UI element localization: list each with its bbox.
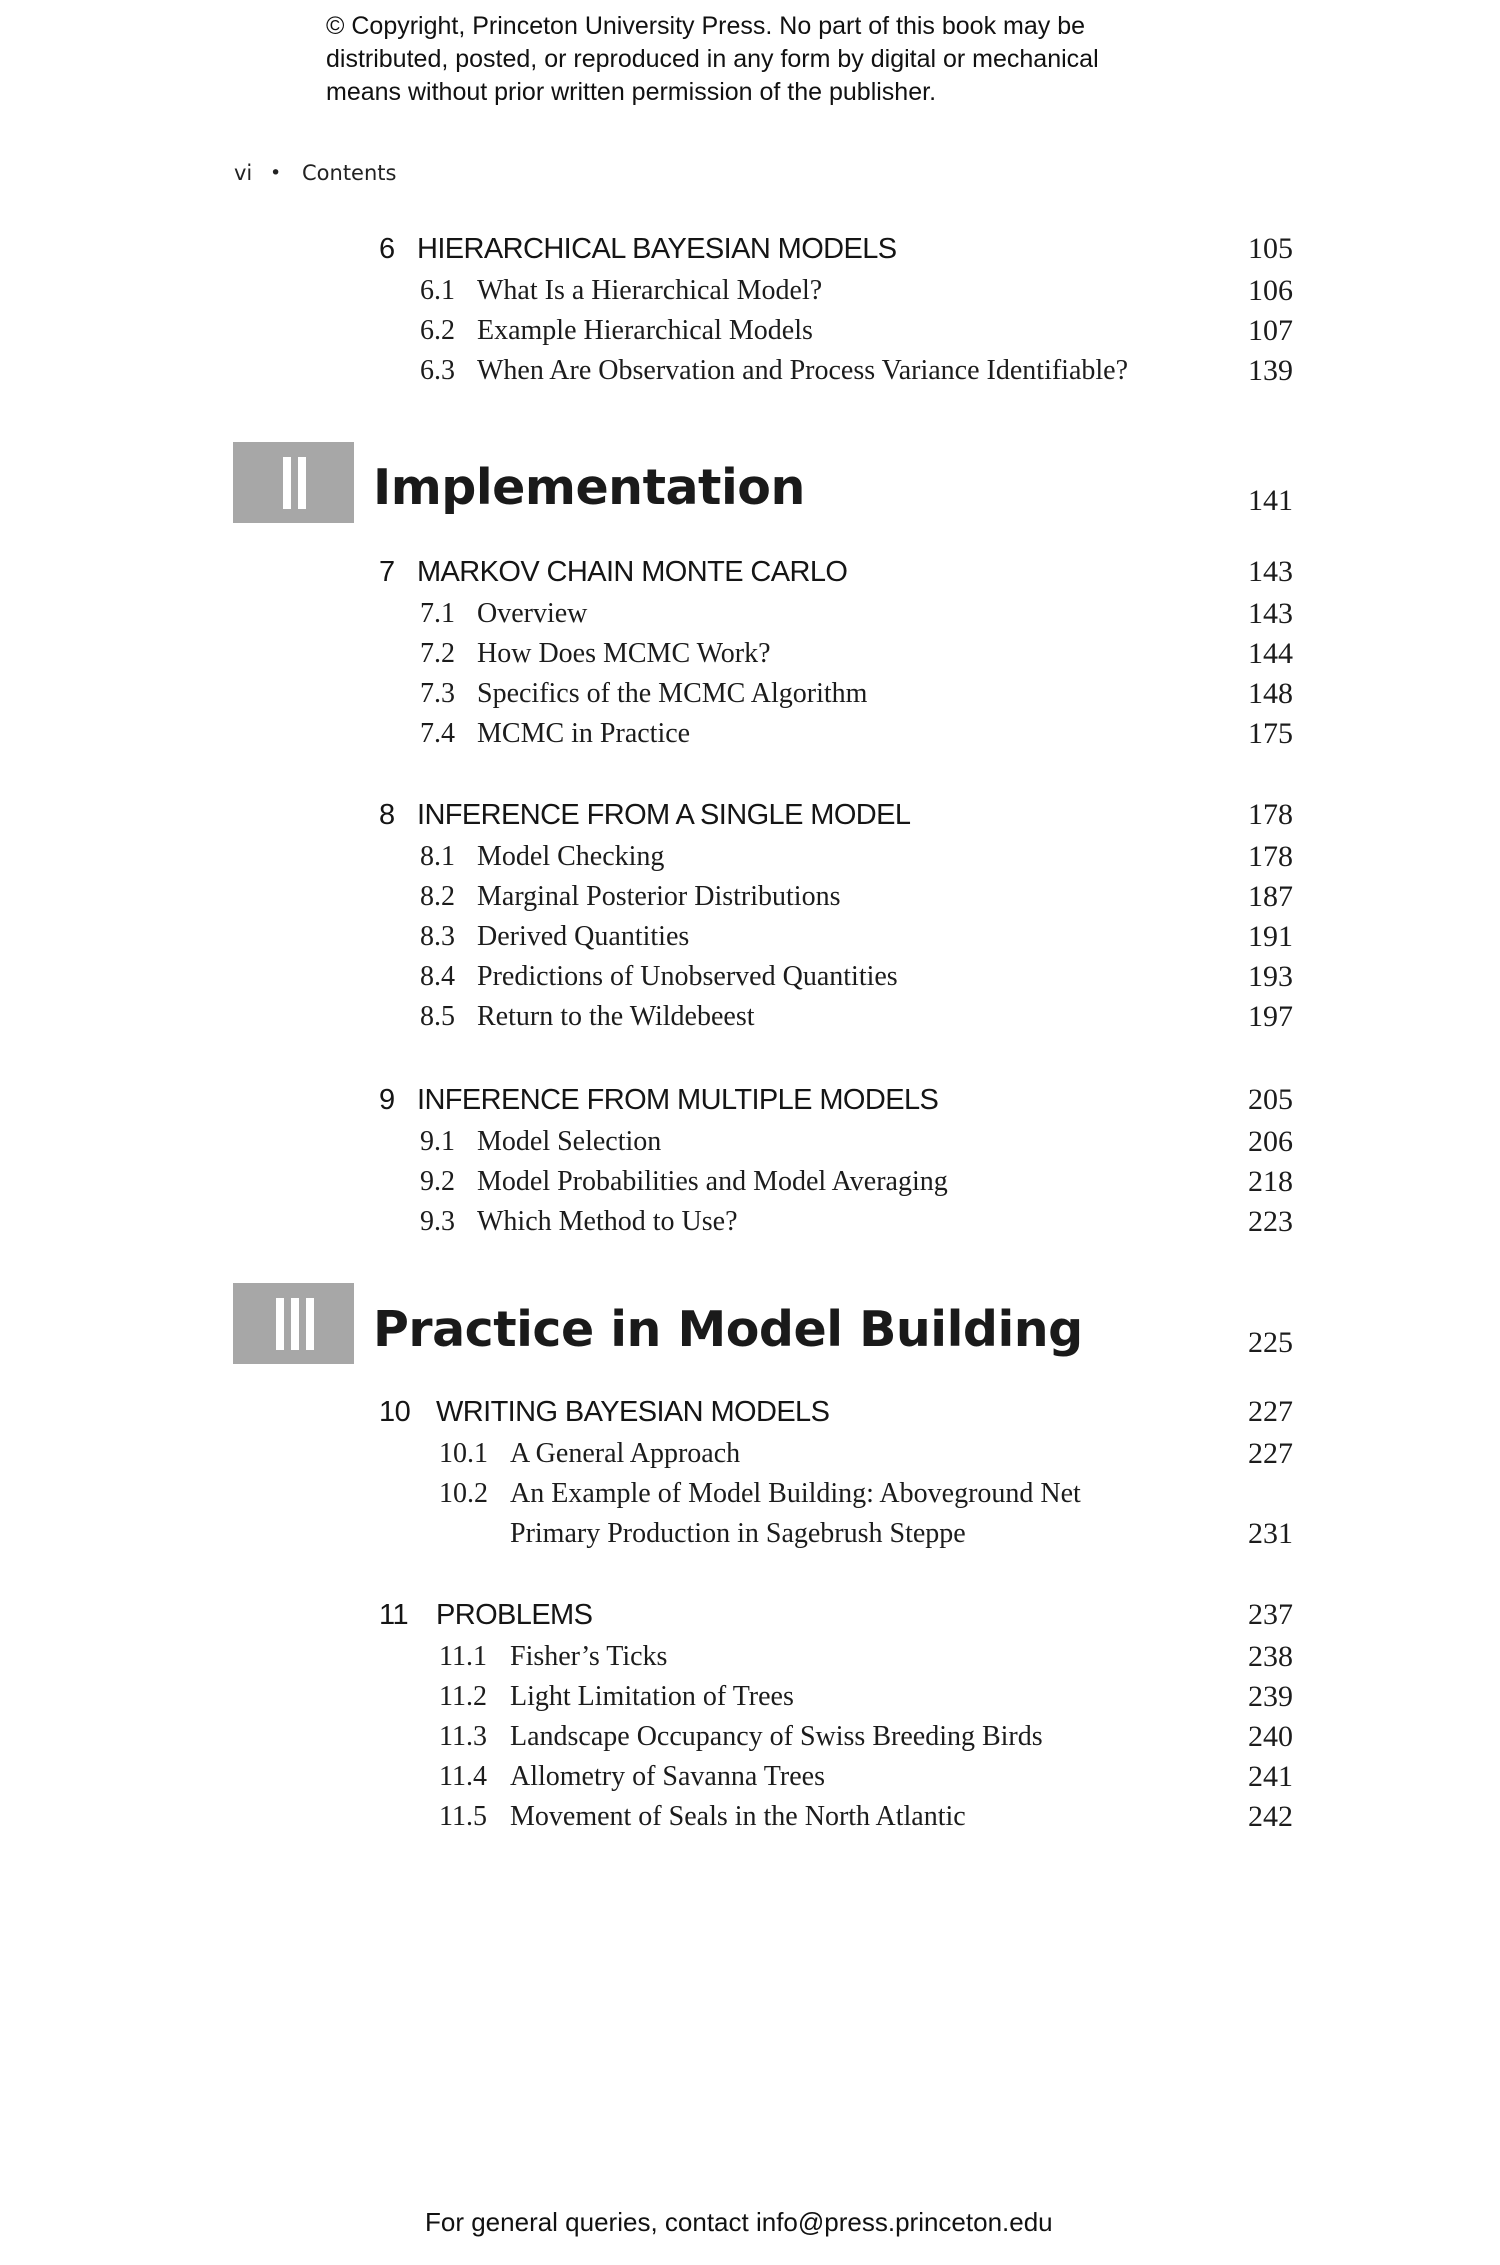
copyright-notice	[326, 10, 1099, 109]
roman-numeral-bar	[298, 457, 306, 509]
section-title: How Does MCMC Work?	[477, 638, 771, 669]
page-ref: 106	[1248, 274, 1293, 307]
section-title: Fisher’s Ticks	[510, 1641, 668, 1672]
section-number: 6.2	[420, 315, 455, 346]
toc-section-row[interactable]	[0, 674, 1500, 714]
toc-section-row[interactable]	[0, 1717, 1500, 1757]
section-number: 9.3	[420, 1206, 455, 1237]
toc-section-row[interactable]	[0, 1797, 1500, 1837]
page-ref: 223	[1248, 1205, 1293, 1238]
section-title: Landscape Occupancy of Swiss Breeding Birds	[510, 1721, 1043, 1752]
chapter-number: 11	[379, 1599, 409, 1631]
page-ref: 141	[1248, 484, 1293, 517]
section-number: 7.4	[420, 718, 455, 749]
chapter-title: HIERARCHICAL BAYESIAN MODELS	[417, 233, 897, 265]
section-number: 8.3	[420, 921, 455, 952]
page-ref: 107	[1248, 314, 1293, 347]
chapter-title: INFERENCE FROM A SINGLE MODEL	[417, 799, 911, 831]
section-title: Derived Quantities	[477, 921, 690, 952]
section-number: 7.3	[420, 678, 455, 709]
section-title: Model Probabilities and Model Averaging	[477, 1166, 948, 1197]
page-ref: 206	[1248, 1125, 1293, 1158]
page-ref: 218	[1248, 1165, 1293, 1198]
section-title: Which Method to Use?	[477, 1206, 738, 1237]
toc-section-row[interactable]	[0, 957, 1500, 997]
page-ref: 239	[1248, 1680, 1293, 1713]
toc-chapter-row[interactable]	[0, 1392, 1500, 1432]
section-title: What Is a Hierarchical Model?	[477, 275, 823, 306]
section-title: An Example of Model Building: Aboveground Net	[510, 1478, 1081, 1509]
section-number: 8.4	[420, 961, 455, 992]
section-title: Return to the Wildebeest	[477, 1001, 755, 1032]
section-title: Model Selection	[477, 1126, 662, 1157]
page-ref: 241	[1248, 1760, 1293, 1793]
section-number: 7.1	[420, 598, 455, 629]
section-number: 11.2	[439, 1681, 487, 1712]
toc-section-row[interactable]	[0, 1162, 1500, 1202]
page-ref: 143	[1248, 597, 1293, 630]
section-title: Movement of Seals in the North Atlantic	[510, 1801, 966, 1832]
page-ref: 205	[1248, 1083, 1293, 1116]
toc-section-row[interactable]	[0, 1122, 1500, 1162]
toc-chapter-row[interactable]	[0, 1595, 1500, 1635]
section-number: 8.5	[420, 1001, 455, 1032]
section-number: 10.1	[439, 1438, 488, 1469]
toc-section-row[interactable]	[0, 1757, 1500, 1797]
page-ref: 139	[1248, 354, 1293, 387]
page-ref: 187	[1248, 880, 1293, 913]
section-title: Predictions of Unobserved Quantities	[477, 961, 898, 992]
roman-numeral-bar	[276, 1298, 284, 1350]
page-ref: 178	[1248, 798, 1293, 831]
toc-section-row[interactable]	[0, 1677, 1500, 1717]
page-ref: 143	[1248, 555, 1293, 588]
footer-contact: For general queries, contact info@press.princeton.edu	[425, 2207, 1053, 2237]
section-title: A General Approach	[510, 1438, 741, 1469]
section-title: Example Hierarchical Models	[477, 315, 813, 346]
section-number: 11.4	[439, 1761, 487, 1792]
page-ref: 178	[1248, 840, 1293, 873]
section-number: 9.2	[420, 1166, 455, 1197]
page-ref: 175	[1248, 717, 1293, 750]
page-ref: 197	[1248, 1000, 1293, 1033]
copyright-line-1: © Copyright, Princeton University Press. No part of this book may be	[326, 12, 1086, 40]
toc-section-row[interactable]	[0, 271, 1500, 311]
page-ref: 193	[1248, 960, 1293, 993]
toc-chapter-row[interactable]	[0, 552, 1500, 592]
toc-section-row[interactable]	[0, 351, 1500, 391]
chapter-title: WRITING BAYESIAN MODELS	[436, 1396, 830, 1428]
roman-numeral-bar	[283, 457, 291, 509]
section-title: Specifics of the MCMC Algorithm	[477, 678, 868, 709]
toc-section-row[interactable]	[0, 311, 1500, 351]
bullet-separator: •	[270, 162, 282, 184]
chapter-number: 6	[379, 233, 395, 265]
toc-chapter-row[interactable]	[0, 1080, 1500, 1120]
section-number: 9.1	[420, 1126, 455, 1157]
section-number: 6.1	[420, 275, 455, 306]
page-ref: 144	[1248, 637, 1293, 670]
page-ref: 240	[1248, 1720, 1293, 1753]
page-ref: 231	[1248, 1517, 1293, 1550]
section-number: 7.2	[420, 638, 455, 669]
chapter-title: PROBLEMS	[436, 1599, 593, 1631]
toc-section-row[interactable]	[0, 1637, 1500, 1677]
section-number: 11.3	[439, 1721, 487, 1752]
toc-section-row[interactable]	[0, 594, 1500, 634]
section-title: MCMC in Practice	[477, 718, 691, 749]
page-ref: 227	[1248, 1395, 1293, 1428]
page-ref: 105	[1248, 232, 1293, 265]
section-title-continued: Primary Production in Sagebrush Steppe	[510, 1518, 966, 1549]
toc-section-row[interactable]	[0, 1474, 1500, 1554]
chapter-title: MARKOV CHAIN MONTE CARLO	[417, 556, 848, 588]
chapter-number: 9	[379, 1084, 395, 1116]
roman-numeral-bar	[306, 1298, 314, 1350]
toc-section-row[interactable]	[0, 837, 1500, 877]
chapter-number: 7	[379, 556, 395, 588]
page-ref: 225	[1248, 1326, 1293, 1359]
section-number: 10.2	[439, 1478, 488, 1509]
page-number: vi	[234, 161, 253, 185]
toc-section-row[interactable]	[0, 917, 1500, 957]
copyright-line-2: distributed, posted, or reproduced in any form by digital or mechanical	[326, 45, 1099, 73]
section-title: When Are Observation and Process Variance Identifiable?	[477, 355, 1129, 386]
toc-section-row[interactable]	[0, 634, 1500, 674]
chapter-number: 10	[379, 1396, 411, 1428]
page-ref: 191	[1248, 920, 1293, 953]
section-title: Model Checking	[477, 841, 665, 872]
part-title: Implementation	[373, 459, 805, 516]
section-number: 6.3	[420, 355, 455, 386]
chapter-number: 8	[379, 799, 395, 831]
page-ref: 242	[1248, 1800, 1293, 1833]
toc-section-row[interactable]	[0, 877, 1500, 917]
page-ref: 227	[1248, 1437, 1293, 1470]
toc-section-row[interactable]	[0, 714, 1500, 754]
toc-chapter-row[interactable]	[0, 229, 1500, 269]
section-number: 11.5	[439, 1801, 487, 1832]
copyright-line-3: means without prior written permission of the publisher.	[326, 78, 937, 106]
toc-chapter-row[interactable]	[0, 795, 1500, 835]
page-ref: 237	[1248, 1598, 1293, 1631]
toc-section-row[interactable]	[0, 1202, 1500, 1242]
section-number: 8.2	[420, 881, 455, 912]
chapter-title: INFERENCE FROM MULTIPLE MODELS	[417, 1084, 939, 1116]
part-numeral-badge	[233, 1283, 354, 1364]
section-title: Marginal Posterior Distributions	[477, 881, 841, 912]
part-title: Practice in Model Building	[373, 1301, 1083, 1358]
section-number: 8.1	[420, 841, 455, 872]
roman-numeral-bar	[291, 1298, 299, 1350]
page-ref: 148	[1248, 677, 1293, 710]
section-title: Allometry of Savanna Trees	[510, 1761, 825, 1792]
section-title: Overview	[477, 598, 588, 629]
running-head-title: Contents	[302, 161, 397, 185]
toc-section-row[interactable]	[0, 1434, 1500, 1474]
section-title: Light Limitation of Trees	[510, 1681, 794, 1712]
part-numeral-badge	[233, 442, 354, 523]
toc-section-row[interactable]	[0, 997, 1500, 1037]
page-ref: 238	[1248, 1640, 1293, 1673]
section-number: 11.1	[439, 1641, 487, 1672]
